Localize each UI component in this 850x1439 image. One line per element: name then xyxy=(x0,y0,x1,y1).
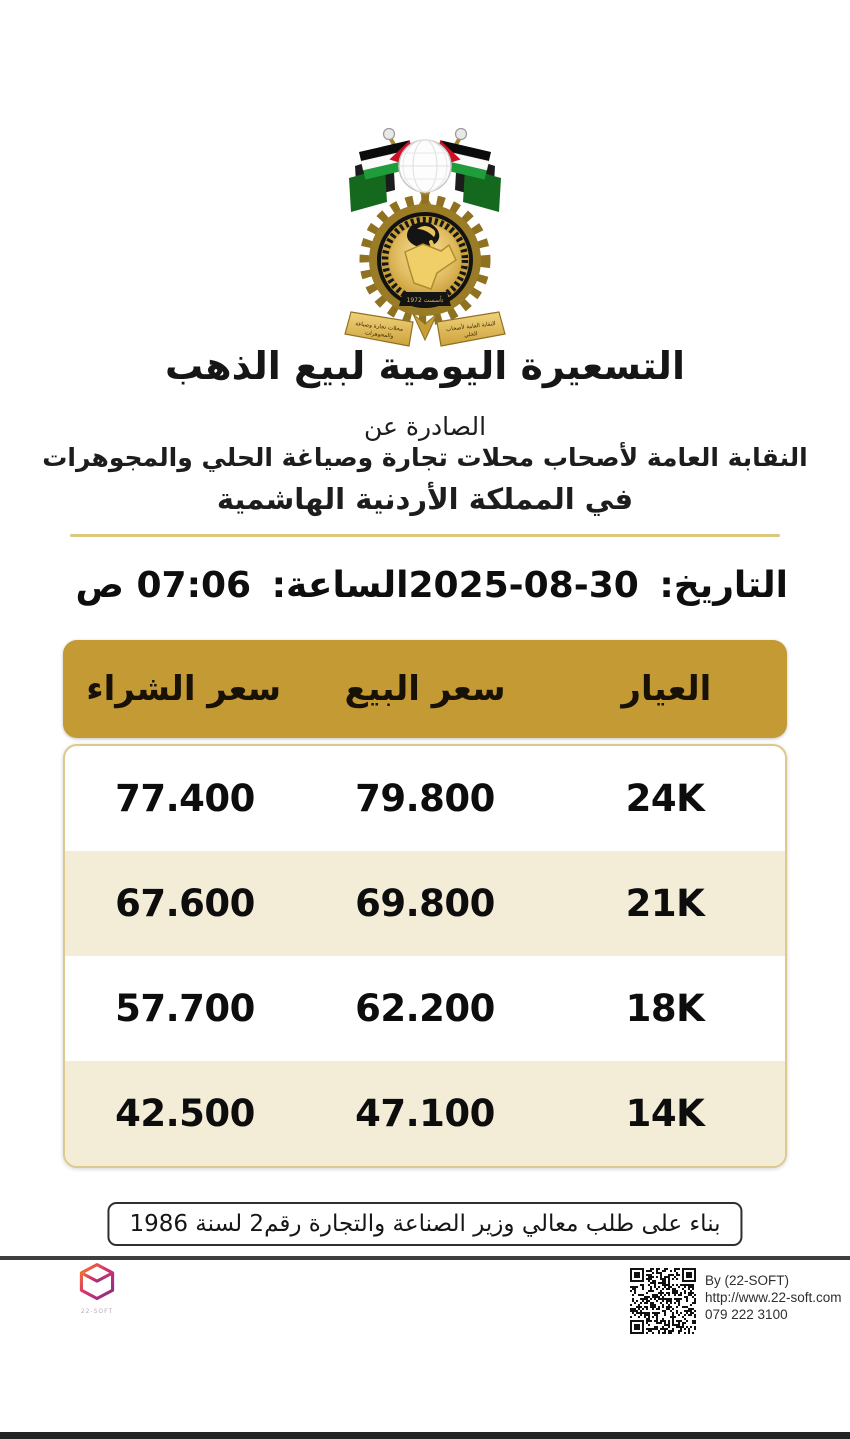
legal-note: بناء على طلب معالي وزير الصناعة والتجارة رقم2 لسنة 1986 xyxy=(107,1202,742,1246)
bottom-edge-bar xyxy=(0,1432,850,1439)
emblem-base xyxy=(399,292,451,306)
sell-price: 62.200 xyxy=(355,987,495,1030)
syndicate-emblem-graphic xyxy=(325,120,525,352)
table-row-21k xyxy=(65,851,785,956)
sell-price: 79.800 xyxy=(355,777,495,820)
credit-text xyxy=(705,1268,842,1334)
ribbon-right-text-2: الحلي xyxy=(463,331,478,339)
organization-name: النقابة العامة لأصحاب محلات تجارة وصياغة الحلي والمجوهرات xyxy=(42,443,808,472)
buy-price: 67.600 xyxy=(115,882,255,925)
credit-url: http://www.22-soft.com xyxy=(705,1290,842,1305)
ribbon-left-text-2: والمجوهرات xyxy=(364,330,394,340)
price-table-body xyxy=(63,744,787,1168)
ribbon-left-text-1: محلات تجارة وصياغة xyxy=(354,321,404,333)
established-year: تأسست 1972 xyxy=(406,297,444,304)
karat-value: 14K xyxy=(625,1092,705,1135)
issued-by-label: الصادرة عن xyxy=(363,412,487,441)
sell-price: 47.100 xyxy=(355,1092,495,1135)
buy-price: 42.500 xyxy=(115,1092,255,1135)
column-header-sell: سعر البيع xyxy=(344,669,506,709)
credit-block xyxy=(630,1268,842,1334)
ribbon-right-text-1: النقابة العامة لأصحاب xyxy=(445,320,496,334)
table-row-24k xyxy=(65,746,785,851)
time-field xyxy=(76,565,409,606)
datetime-row xyxy=(0,558,850,612)
qr-code xyxy=(630,1268,696,1334)
page-title: التسعيرة اليومية لبيع الذهب xyxy=(165,344,685,388)
time-label: الساعة: xyxy=(271,564,409,606)
date-label: التاريخ: xyxy=(659,564,788,606)
column-header-buy: سعر الشراء xyxy=(86,669,282,709)
cube-logo-icon xyxy=(75,1260,119,1304)
syndicate-logo xyxy=(325,120,525,352)
date-value: 30-08-2025 xyxy=(408,564,639,606)
credit-by: By (22-SOFT) xyxy=(705,1273,790,1288)
kingdom-name: في المملكة الأردنية الهاشمية xyxy=(216,482,634,516)
buy-price: 57.700 xyxy=(115,987,255,1030)
karat-value: 24K xyxy=(625,777,705,820)
table-row-14k xyxy=(65,1061,785,1166)
date-field xyxy=(408,565,788,606)
software-vendor-logo xyxy=(72,1260,122,1315)
buy-price: 77.400 xyxy=(115,777,255,820)
credit-phone: 079 222 3100 xyxy=(705,1307,788,1322)
sell-price: 69.800 xyxy=(355,882,495,925)
price-table-header xyxy=(63,640,787,738)
gold-divider xyxy=(70,534,780,537)
table-row-18k xyxy=(65,956,785,1061)
time-value: 07:06 ص xyxy=(75,564,252,606)
footer-divider xyxy=(0,1256,850,1260)
cube-logo-caption: 22-SOFT xyxy=(80,1308,114,1315)
karat-value: 18K xyxy=(625,987,705,1030)
globe-icon xyxy=(399,140,451,192)
column-header-karat: العيار xyxy=(621,669,712,709)
karat-value: 21K xyxy=(625,882,705,925)
